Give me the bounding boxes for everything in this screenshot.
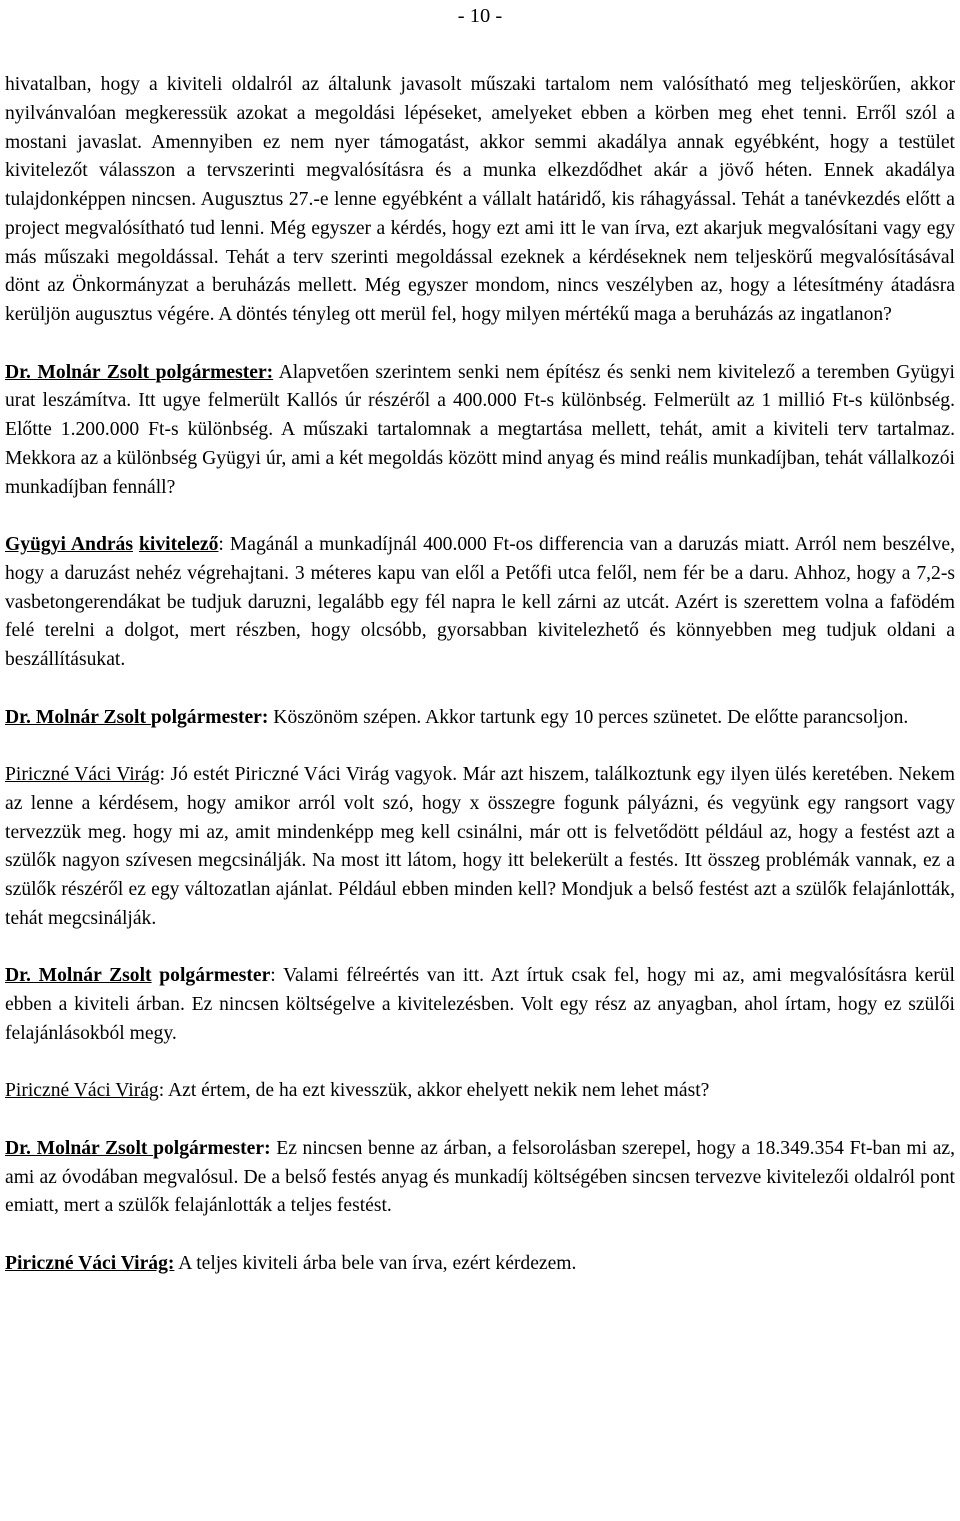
paragraph (5, 359, 955, 503)
speaker-name: Gyügyi András (5, 534, 133, 555)
speaker-suffix: : (218, 534, 224, 555)
speaker-suffix: : (270, 965, 276, 987)
paragraph (5, 761, 955, 934)
speaker-role: polgármester: (150, 706, 269, 728)
paragraph (5, 531, 955, 675)
speaker-role: kivitelező (138, 534, 219, 555)
speaker-suffix: : (158, 1080, 165, 1102)
speaker-role: polgármester: (155, 361, 274, 383)
speaker-name: Piriczné Váci Virág: (5, 1252, 175, 1274)
paragraph (5, 71, 955, 330)
paragraph-text: Alapvetően szerintem senki nem építész és senki nem kivitelező a teremben Gyügyi urat leszámítva. Itt ugye felmerült Kallós úr részéről a 400.000 Ft-s különbség. Felmerült az 1 millió Ft-s különbség. Előtte 1.200.000 Ft-s különbség. A műszaki tartalomnak a megtartása mellett, tehát, amit a kiviteli terv tartalmaz. Mekkora az a különbség Gyügyi úr, ami a két megoldás között mind anyag és mind reális munkadíjban, tehát vállalkozói munkadíjban fennáll? (5, 361, 955, 498)
paragraph-text: Jó estét Piriczné Váci Virág vagyok. Már azt hiszem, találkoztunk egy ilyen ülés keretében. Nekem az lenne a kérdésem, hogy amikor arról volt szó, hogy x összegre fogunk pályázni, és vegyünk egy rangsort vagy tervezzük meg. hogy mi az, amit mindenképp meg kell csinálni, már ott is felvetődött például az, hogy a festést azt a szülők nagyon szívesen megcsinálják. Na most itt látom, hogy itt belekerült a festés. Itt összeg problémák vannak, ez a szülők részéről ez egy változatlan ajánlat. Például ebben minden kell? Mondjuk a belső festést azt a szülők felajánlották, tehát megcsinálják. (5, 764, 955, 929)
paragraph (5, 962, 955, 1048)
paragraph (5, 1135, 955, 1221)
paragraph-text: Magánál a munkadíjnál 400.000 Ft-os differencia van a daruzás miatt. Arról nem beszélve, hogy a daruzást nehéz végrehajtani. 3 méteres kapu van elől a Petőfi utca felől, nem fér be a daru. Ahhoz, hogy a 7,2-s vasbetongerendákat be tudjuk daruzni, legalább egy fél napra le kell zárni az utcát. Azért is szerettem volna a fafödém felé terelni a dolgot, mert részben, hogy olcsóbb, gyorsabban kivitelezhető és könnyebben meg tudjuk oldani a beszállításukat. (5, 534, 956, 670)
speaker-suffix: : (159, 764, 166, 785)
paragraph (5, 1077, 955, 1106)
speaker-name: Dr. Molnár Zsolt (5, 1137, 154, 1159)
speaker-name: Dr. Molnár Zsolt (5, 361, 156, 383)
page-number: - 10 - (457, 5, 503, 27)
document-body (5, 71, 955, 1279)
speaker-name: Dr. Molnár Zsolt (5, 965, 152, 987)
speaker-name: Dr. Molnár Zsolt (5, 706, 151, 728)
paragraph-text: A teljes kiviteli árba bele van írva, ezért kérdezem. (174, 1252, 577, 1274)
paragraph (5, 1250, 955, 1279)
speaker-name: Piriczné Váci Virág (5, 1080, 159, 1102)
paragraph-text: Köszönöm szépen. Akkor tartunk egy 10 perces szünetet. De előtte parancsoljon. (268, 706, 909, 728)
paragraph-text: Valami félreértés van itt. Azt írtuk csak fel, hogy mi az, ami megvalósításra kerül ebben a kiviteli árban. Ez nincsen költségelve a kivitelezésben. Volt egy rész az anyagban, ahol írtam, hogy ez szülői felajánlásokból megy. (5, 965, 955, 1044)
speaker-name: Piriczné Váci Virág (5, 764, 160, 785)
speaker-role: polgármester: (153, 1137, 271, 1159)
speaker-role: polgármester (159, 965, 271, 987)
paragraph-text: hivatalban, hogy a kiviteli oldalról az általunk javasolt műszaki tartalom nem valósítható meg teljeskörűen, akkor nyilvánvalóan megkeressük azokat a megoldási lépéseket, amelyeket ebben a körben meg ehet tenni. Erről szól a mostani javaslat. Amennyiben ez nem nyer támogatást, akkor semmi akadálya annak egyébként, hogy a testület kivitelezőt válasszon a tervszerinti megvalósításra és a munka elkezdődhet akár a jövő héten. Ennek akadálya tulajdonképpen nincsen. Augusztus 27.-e lenne egyébként a vállalt határidő, kis ráhagyással. Tehát a tanévkezdés előtt a project megvalósítható tud lenni. Még egyszer a kérdés, hogy ezt ami itt le van írva, ezt akarjuk megvalósítani vagy egy más műszaki megoldással. Tehát a terv szerinti megoldással ezeknek a kérdéseknek nem teljeskörű megvalósításával dönt az Önkormányzat a beruházás mellett. Még egyszer mondom, nincs veszélyben az, hogy a létesítmény átadásra kerüljön augusztus végére. A döntés tényleg ott merül fel, hogy milyen mértékű maga a beruházás az ingatlanon? (5, 74, 955, 325)
paragraph-text: Ez nincsen benne az árban, a felsorolásban szerepel, hogy a 18.349.354 Ft-ban mi az, ami az óvodában megvalósul. De a belső festés anyag és munkadíj költségében sincsen tervezve kivitelezői oldalról pont emiatt, mert a szülők felajánlották a teljes festést. (5, 1137, 955, 1217)
paragraph (5, 704, 955, 733)
paragraph-text: Azt értem, de ha ezt kivesszük, akkor ehelyett nekik nem lehet mást? (164, 1080, 710, 1102)
